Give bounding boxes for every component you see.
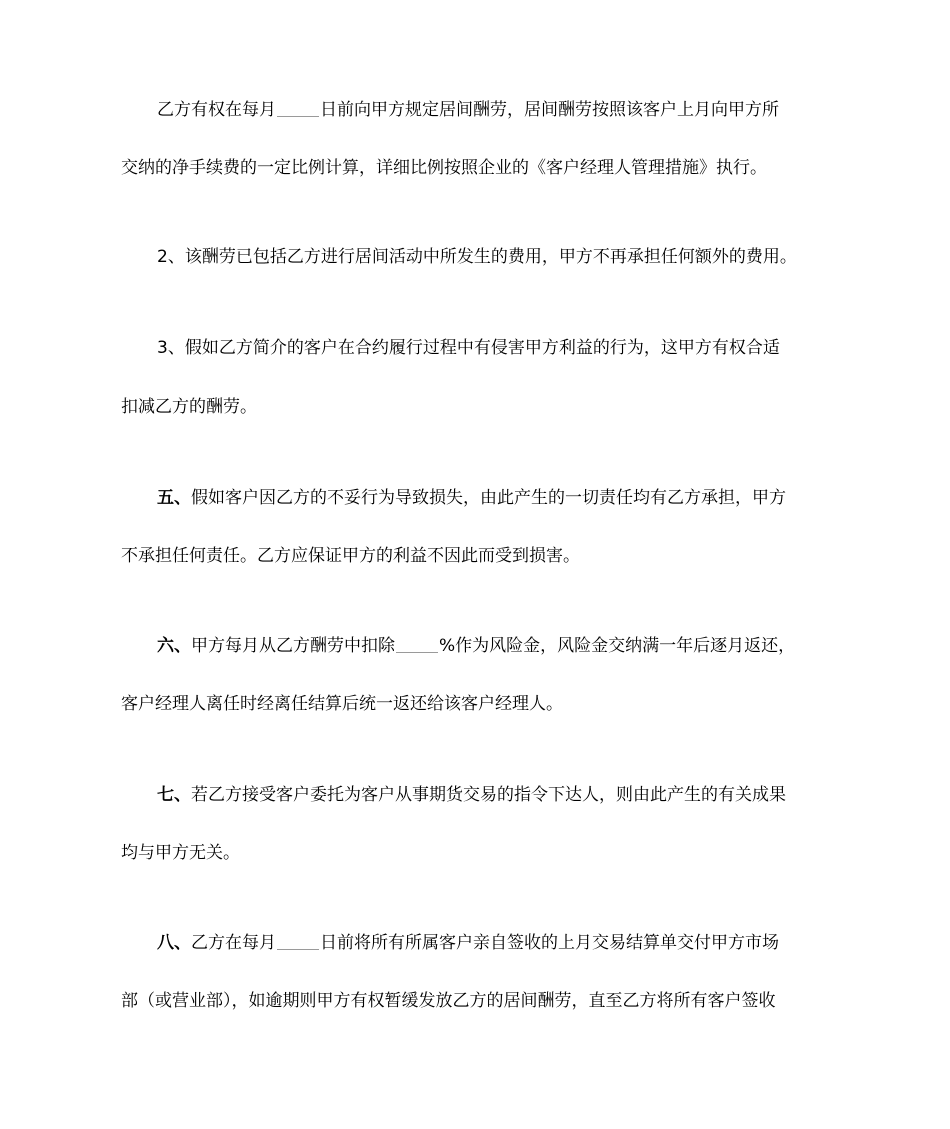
text-segment: 甲方每月从乙方酬劳中扣除 [191, 636, 395, 656]
text-segment: 日前向甲方规定居间酬劳，居间酬劳按照该客户上月向甲方所 [320, 100, 779, 120]
section-6-line-1 [157, 631, 795, 661]
text-segment: 乙方有权在每月 [157, 100, 276, 120]
fill-in-blank [277, 931, 319, 950]
section-6-line-2: 客户经理人离任时经离任结算后统一返还给该客户经理人。 [121, 694, 563, 714]
text-segment: 乙方在每月 [191, 933, 276, 953]
section-7-line-2: 均与甲方无关。 [121, 843, 240, 863]
section-7-heading: 七、 [157, 785, 191, 805]
paragraph-2-line-1: 2、该酬劳已包括乙方进行居间活动中所发生的费用，甲方不再承担任何额外的费用。 [157, 247, 797, 267]
text-segment: 假如客户因乙方的不妥行为导致损失，由此产生的一切责任均有乙方承担，甲方 [191, 488, 786, 508]
paragraph-1-line-2: 交纳的净手续费的一定比例计算，详细比例按照企业的《客户经理人管理措施》执行。 [121, 158, 767, 178]
fill-in-blank [396, 634, 438, 653]
text-segment: %作为风险金，风险金交纳满一年后逐月返还， [439, 636, 796, 656]
section-8-heading: 八、 [157, 933, 191, 953]
section-5-line-1 [157, 483, 786, 513]
paragraph-3-line-2: 扣减乙方的酬劳。 [121, 397, 257, 417]
section-8-line-2: 部（或营业部），如逾期则甲方有权暂缓发放乙方的居间酬劳，直至乙方将所有客户签收 [121, 991, 776, 1011]
section-6-heading: 六、 [157, 636, 191, 656]
paragraph-1-line-1 [157, 95, 779, 125]
section-8-line-1 [157, 928, 779, 958]
paragraph-3-line-1: 3、假如乙方简介的客户在合约履行过程中有侵害甲方利益的行为，这甲方有权合适 [157, 338, 780, 358]
section-5-line-2: 不承担任何责任。乙方应保证甲方的利益不因此而受到损害。 [121, 546, 580, 566]
section-7-line-1 [157, 780, 786, 810]
fill-in-blank [277, 98, 319, 117]
text-segment: 若乙方接受客户委托为客户从事期货交易的指令下达人，则由此产生的有关成果 [191, 785, 786, 805]
section-5-heading: 五、 [157, 488, 191, 508]
text-segment: 日前将所有所属客户亲自签收的上月交易结算单交付甲方市场 [320, 933, 779, 953]
